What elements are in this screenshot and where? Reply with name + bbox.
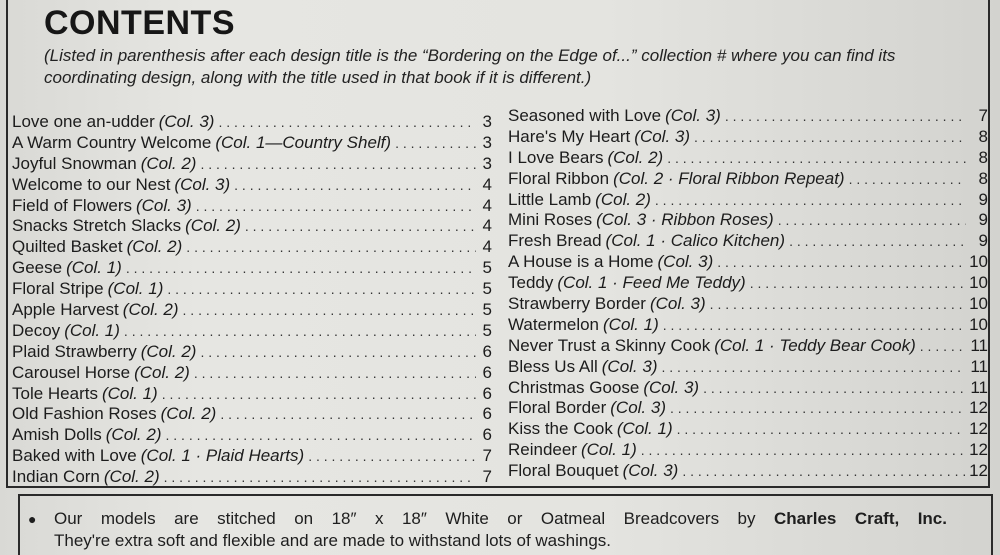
toc-entry [508, 106, 988, 127]
toc-entry-collection: (Col. 3) [610, 398, 666, 418]
toc-entry [508, 190, 988, 211]
toc-entry-collection: (Col. 1) [616, 419, 673, 439]
toc-entry-collection: (Col. 2) [160, 404, 217, 424]
toc-entry [12, 237, 492, 258]
toc-entry-page: 12 [969, 419, 988, 439]
dot-leader [245, 216, 476, 237]
toc-entry [508, 169, 988, 190]
toc-entry-collection: (Col. 3) [601, 356, 658, 376]
toc-entry-title: Watermelon [508, 314, 600, 334]
footnote-line-1-text: Our models are stitched on 18″ x 18″ White or Oatmeal Breadcovers by [54, 509, 756, 528]
toc-entry-page: 9 [978, 210, 988, 230]
dot-leader [661, 357, 966, 378]
dot-leader [167, 279, 476, 300]
dot-leader [234, 175, 476, 196]
toc-entry-page: 4 [482, 216, 492, 236]
toc-entry-title: Kiss the Cook [508, 419, 613, 439]
toc-entry-title: Little Lamb [508, 189, 592, 209]
toc-entry-collection: (Col. 2) [140, 341, 197, 361]
toc-entry-collection: (Col. 1) [581, 440, 637, 460]
toc-entry [508, 398, 988, 419]
toc-entry-collection: (Col. 1 · Teddy Bear Cook) [714, 335, 916, 355]
toc-entry-collection: (Col. 3) [135, 195, 192, 215]
toc-entry-collection: (Col. 3) [622, 461, 679, 481]
toc-entry-page: 3 [482, 153, 492, 173]
toc-entry-collection: (Col. 1) [603, 314, 659, 334]
toc-entry [12, 404, 492, 425]
toc-entry-title: Floral Stripe [12, 279, 104, 299]
toc-entry-title: Floral Ribbon [508, 168, 610, 188]
dot-leader [220, 404, 476, 425]
footnote-line-1 [32, 508, 947, 530]
dot-leader [677, 419, 965, 440]
dot-leader [183, 300, 476, 321]
dot-leader [165, 425, 476, 446]
toc-entry-title: Apple Harvest [12, 300, 119, 320]
toc-entry [508, 419, 988, 440]
toc-entry-title: Floral Bouquet [508, 461, 619, 481]
toc-entry [508, 357, 988, 378]
toc-entry-page: 5 [482, 300, 492, 320]
dot-leader [670, 398, 965, 419]
toc-entry-title: Never Trust a Skinny Cook [508, 335, 711, 355]
toc-entry-page: 6 [482, 404, 492, 424]
toc-entry-collection: (Col. 3) [634, 126, 691, 146]
toc-entry-title: Decoy [12, 320, 61, 340]
toc-entry-title: Strawberry Border [508, 294, 646, 314]
toc-entry-page: 12 [969, 461, 988, 481]
toc-entry-title: A Warm Country Welcome [12, 132, 212, 152]
page-title: CONTENTS [44, 4, 235, 42]
toc-entry-page: 8 [978, 147, 988, 167]
toc-entry-page: 10 [969, 314, 988, 334]
toc-entry-title: Carousel Horse [12, 362, 131, 382]
dot-leader [725, 106, 966, 127]
toc-entry-collection: (Col. 2) [185, 216, 241, 236]
dot-leader [750, 273, 965, 294]
toc-entry [508, 148, 988, 169]
dot-leader [710, 294, 965, 315]
toc-entry-title: Old Fashion Roses [12, 404, 157, 424]
dot-leader [778, 210, 966, 231]
toc-entry-collection: (Col. 2) [126, 237, 183, 257]
toc-entry-page: 4 [482, 195, 492, 215]
footnote [28, 508, 947, 552]
toc-entry [508, 378, 988, 399]
toc-entry-title: Seasoned with Love [508, 106, 662, 125]
toc-entry-page: 8 [978, 168, 988, 188]
dot-leader [395, 133, 476, 154]
toc-entry-title: Plaid Strawberry [12, 341, 137, 361]
toc-entry-page: 7 [978, 106, 988, 125]
toc-entry [12, 446, 492, 467]
dot-leader [186, 237, 476, 258]
toc-entry-collection: (Col. 1) [107, 279, 164, 299]
toc-entry-page: 10 [969, 252, 988, 272]
toc-entry [12, 175, 492, 196]
toc-entry-collection: (Col. 3) [643, 377, 700, 397]
toc-entry [508, 210, 988, 231]
toc-entry-page: 3 [482, 132, 492, 152]
toc-entry-title: Floral Border [508, 398, 607, 418]
toc-entry-collection: (Col. 3) [665, 106, 721, 125]
dot-leader [920, 336, 966, 357]
toc-entry-page: 4 [482, 174, 492, 194]
brand-name: Charles Craft, Inc. [773, 509, 947, 528]
toc-entry [12, 342, 492, 363]
toc-entry-collection: (Col. 2) [595, 189, 651, 209]
toc-entry-page: 6 [482, 341, 492, 361]
toc-entry-title: Welcome to our Nest [12, 174, 171, 194]
toc-entry-title: Snacks Stretch Slacks [12, 216, 182, 236]
toc-entry-collection: (Col. 2) [103, 467, 160, 487]
toc-entry-collection: (Col. 1 · Calico Kitchen) [605, 231, 786, 251]
dot-leader [164, 467, 476, 488]
toc-entry-title: Geese [12, 258, 63, 278]
toc-entry [508, 440, 988, 461]
toc-entry-title: Teddy [508, 273, 554, 293]
dot-leader [667, 148, 966, 169]
toc-entry-title: A House is a Home [508, 252, 654, 272]
toc-entry-title: Joyful Snowman [12, 153, 137, 173]
toc-entry [508, 273, 988, 294]
dot-leader [694, 127, 966, 148]
toc-entry-page: 10 [969, 273, 988, 293]
toc-entry-collection: (Col. 3) [174, 174, 231, 194]
toc-entry-page: 4 [482, 237, 492, 257]
toc-entry [12, 258, 492, 279]
dot-leader [200, 154, 476, 175]
toc-entry [12, 279, 492, 300]
dot-leader [641, 440, 965, 461]
toc-entry [12, 363, 492, 384]
toc-entry-title: I Love Bears [508, 147, 604, 167]
toc-entry [12, 196, 492, 217]
toc-entry-page: 8 [978, 126, 988, 146]
toc-entry [12, 384, 492, 405]
toc-column-right [508, 106, 988, 482]
toc-entry-page: 9 [978, 231, 988, 251]
toc-entry-page: 7 [482, 467, 492, 487]
toc-entry-page: 11 [970, 335, 988, 355]
dot-leader [194, 363, 476, 384]
toc-entry-collection: (Col. 3) [649, 294, 706, 314]
toc-entry-title: Christmas Goose [508, 377, 640, 397]
page-subtitle: (Listed in parenthesis after each design title is the “Bordering on the Edge of...” collection # where you can find its coordinating design, along with the title used in that book if it is different.) [44, 46, 896, 87]
toc-entry-page: 10 [969, 294, 988, 314]
toc-entry-collection: (Col. 1) [64, 320, 120, 340]
toc-entry [508, 231, 988, 252]
toc-entry [12, 321, 492, 342]
toc-entry-title: Love one an-udder [12, 112, 155, 131]
dot-leader [124, 321, 476, 342]
toc-entry [508, 294, 988, 315]
toc-entry-page: 11 [970, 377, 988, 397]
toc-entry [508, 336, 988, 357]
dot-leader [849, 169, 966, 190]
toc-entry-title: Tole Hearts [12, 383, 98, 403]
toc-entry [12, 154, 492, 175]
toc-entry-title: Quilted Basket [12, 237, 123, 257]
toc-entry-page: 12 [969, 440, 988, 460]
dot-leader [200, 342, 476, 363]
dot-leader [196, 196, 476, 217]
toc-entry [12, 467, 492, 488]
dot-leader [655, 190, 966, 211]
toc-entry-collection: (Col. 2) [607, 147, 664, 167]
toc-entry-page: 3 [482, 112, 492, 131]
toc-entry-page: 5 [482, 258, 492, 278]
toc-entry [12, 112, 492, 133]
toc-entry [508, 252, 988, 273]
toc-entry-title: Field of Flowers [12, 195, 132, 215]
dot-leader [218, 112, 476, 133]
dot-leader [308, 446, 476, 467]
toc-entry-collection: (Col. 3) [657, 252, 714, 272]
toc-entry-page: 12 [969, 398, 988, 418]
toc-entry-title: Reindeer [508, 440, 577, 460]
toc-entry-collection: (Col. 2) [134, 362, 190, 382]
toc-entry-page: 6 [482, 383, 492, 403]
toc-entry-collection: (Col. 2) [105, 425, 162, 445]
toc-entry-collection: (Col. 1) [66, 258, 122, 278]
toc-entry-title: Amish Dolls [12, 425, 102, 445]
footnote-line-2: They're extra soft and flexible and are made to withstand lots of washings. [54, 531, 611, 550]
toc-entry-page: 6 [482, 362, 492, 382]
toc-entry-collection: (Col. 3) [158, 112, 215, 131]
toc-entry [508, 127, 988, 148]
toc-entry-title: Indian Corn [12, 467, 100, 487]
toc-entry-collection: (Col. 2) [140, 153, 197, 173]
toc-entry [508, 315, 988, 336]
toc-entry-page: 6 [482, 425, 492, 445]
dot-leader [682, 461, 965, 482]
toc-entry-title: Mini Roses [508, 210, 593, 230]
dot-leader [717, 252, 965, 273]
toc-entry-page: 7 [482, 446, 492, 466]
toc-entry-collection: (Col. 3 · Ribbon Roses) [596, 210, 774, 230]
dot-leader [703, 378, 966, 399]
toc-entry [12, 300, 492, 321]
toc-entry [508, 461, 988, 482]
dot-leader [126, 258, 476, 279]
toc-entry-collection: (Col. 2) [122, 300, 179, 320]
toc-entry-title: Baked with Love [12, 446, 137, 466]
bullet-icon: ● [28, 511, 37, 527]
toc-entry-title: Bless Us All [508, 356, 598, 376]
toc-entry-collection: (Col. 1 · Plaid Hearts) [140, 446, 305, 466]
toc-entry-page: 5 [482, 279, 492, 299]
toc-column-left [12, 112, 492, 488]
toc-entry-collection: (Col. 1 · Feed Me Teddy) [557, 273, 746, 293]
toc-entry-title: Fresh Bread [508, 231, 602, 251]
toc-entry-collection: (Col. 1—Country Shelf) [215, 132, 392, 152]
toc-entry [12, 133, 492, 154]
toc-entry-collection: (Col. 1) [101, 383, 158, 403]
toc-entry-page: 5 [482, 320, 492, 340]
dot-leader [663, 315, 965, 336]
toc-entry-collection: (Col. 2 · Floral Ribbon Repeat) [613, 168, 845, 188]
toc-entry [12, 216, 492, 237]
dot-leader [162, 384, 476, 405]
toc-entry-page: 11 [970, 356, 988, 376]
toc-entry-page: 9 [978, 189, 988, 209]
dot-leader [789, 231, 966, 252]
toc-entry [12, 425, 492, 446]
toc-entry-title: Hare's My Heart [508, 126, 631, 146]
